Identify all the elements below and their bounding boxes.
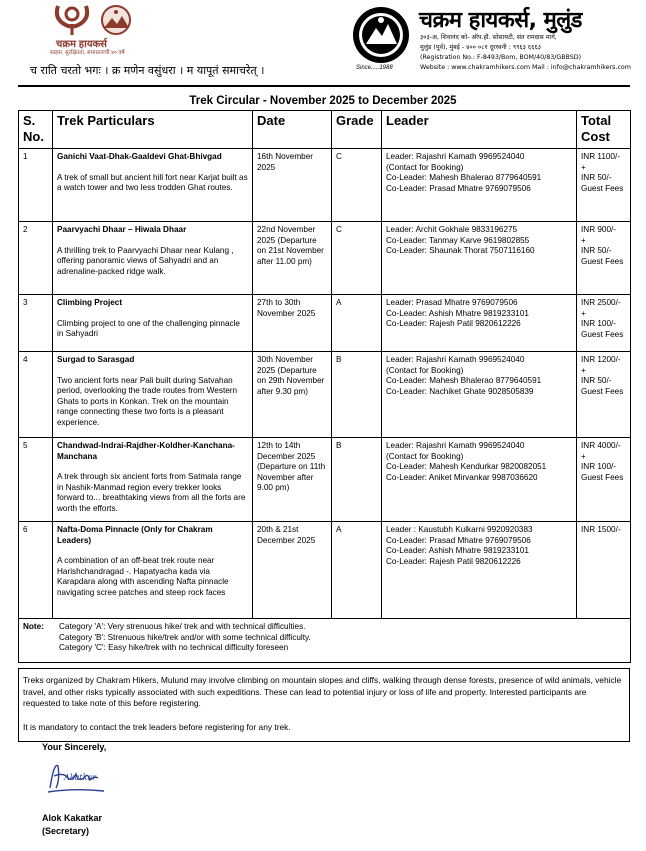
trek-leaders [382,438,577,522]
trek-particulars [53,149,253,222]
registration-line: (Registration No.: F-8493/Bom, BOM/40/83/GBBSD) [420,54,582,61]
cost-line: + [581,235,586,245]
contact-mandatory-note: It is mandatory to contact the trek leaders before registering for any trek. [23,721,291,732]
cost-line: INR 50/- [581,173,612,183]
trek-date: 12th to 14th December 2025 (Departure on 11th November after 9.00 pm) [253,438,332,522]
leader-line: (Contact for Booking) [386,451,464,461]
col-header-leader: Leader [382,111,577,149]
cost-line: INR 4000/- [581,441,621,450]
trek-particulars [53,522,253,619]
leader-line: Co-Leader: Nachiket Ghate 9028505839 [386,386,534,396]
letterhead [0,0,646,88]
trek-grade: A [332,522,382,619]
trek-leaders [382,149,577,222]
org-address [420,33,631,73]
header-divider [18,85,630,87]
leader-line: Leader: Rajashri Kamath 9969524040 [386,355,525,364]
trek-grade: B [332,352,382,438]
cost-line: INR 100/- [581,462,617,472]
trek-grade: C [332,222,382,295]
trek-name: Surgad to Sarasgad [57,355,135,364]
leader-line: Co-Leader: Prasad Mhatre 9769079506 [386,183,531,193]
cost-line: INR 50/- [581,376,612,386]
circular-title: Trek Circular - November 2025 to December 2025 [189,95,457,107]
note-label: Note: [23,622,44,631]
col-header-sno: S. No. [19,111,53,149]
table-row [19,295,631,352]
org-name: चक्रम हायकर्स, मुलुंड [419,8,582,33]
disclaimer-box [18,668,630,742]
serial-number: 1 [19,149,53,222]
trek-cost [577,438,631,522]
leader-line: Co-Leader: Shaunak Thorat 7507116160 [386,246,535,256]
trek-date: 22nd November 2025 (Departure on 21st November after 11.00 pm) [253,222,332,295]
cost-line: INR 1500/- [581,525,621,534]
table-header-row [19,111,631,149]
salutation: Your Sincerely, [42,742,107,752]
trek-date: 16th November 2025 [253,149,332,222]
category-a: Category 'A': Very strenuous hike/ trek and with technical difficulties. [59,622,306,631]
leader-line: Co-Leader: Prasad Mhatre 9769079506 [386,535,531,545]
address-line: मुलुंड (पूर्व), मुंबई - ४०० ०८१ दूरध्वनी : ९९६३ ६६६३ [420,44,542,51]
col-header-date: Date [253,111,332,149]
trek-particulars [53,352,253,438]
sanskrit-motto: च राति चरतो भगः । क्र मणेन वसुंधरा । म यापूतं समाचरेत् । [30,64,265,77]
signatory-name: Alok Kakatkar [42,813,103,823]
trek-description: A combination of an off-beat trek route near Harishchandragad -. Hapatyacha kada via Karapdara along with ascending Nafta pinnacle navigating scree patches and steep rock faces [57,556,229,597]
note-row [19,619,631,663]
cost-line: Guest Fees [581,472,624,482]
org-seal-icon [352,6,410,64]
trek-name: Climbing Project [57,298,123,307]
trek-name: Paarvyachi Dhaar – Hiwala Dhaar [57,225,187,234]
risk-disclaimer: Treks organized by Chakram Hikers, Mulund may involve climbing on mountain slopes and cliffs, walking through dense forests, presence of wild animals, vehicle travel, and other risks typically associated with such expeditions. These can lead to potential injury or loss of life and property. Interested participants are requested to take note of this before registering. [23,675,622,708]
brand-name-small: चक्रम हायकर्स [56,39,107,50]
trek-grade: C [332,149,382,222]
trek-date: 20th & 21st December 2025 [253,522,332,619]
cost-line: INR 2500/- [581,298,621,307]
serial-number: 6 [19,522,53,619]
leader-line: Co-Leader: Mahesh Kendurkar 9820082051 [386,462,547,472]
brand-tagline: साहस, सुरक्षितता, समाधानाची ४० वर्षे [50,50,125,56]
leader-line: Co-Leader: Mahesh Bhalerao 8779640591 [386,173,542,183]
cost-line: + [581,162,586,172]
table-row [19,522,631,619]
table-row [19,222,631,295]
leader-line: (Contact for Booking) [386,162,464,172]
trek-name: Ganichi Vaat-Dhak-Gaaldevi Ghat-Bhivgad [57,152,222,161]
since-year: Since.....1988 [356,65,393,71]
org-logo [50,2,160,58]
cost-line: INR 1200/- [581,355,621,364]
trek-date: 27th to 30th November 2025 [253,295,332,352]
leader-line: Co-Leader: Ashish Mhatre 9819233101 [386,546,529,556]
cost-line: Guest Fees [581,183,624,193]
trek-particulars [53,295,253,352]
signature-image [44,758,114,796]
col-header-particulars: Trek Particulars [53,111,253,149]
trek-name: Chandwad-Indrai-Rajdher-Koldher-Kanchana-Manchana [57,441,235,461]
cost-line: INR 900/- [581,225,617,234]
leader-line: Leader : Kaustubh Kulkarni 9920920383 [386,525,533,534]
col-header-cost: Total Cost [577,111,631,149]
cost-line: Guest Fees [581,329,624,339]
trek-description: A trek of small but ancient hill fort near Karjat built as a watch tower and two less trodden Ghat routes. [57,172,248,193]
trek-particulars [53,438,253,522]
trek-leaders [382,522,577,619]
leader-line: Co-Leader: Aniket Mirvankar 9987036620 [386,472,538,482]
table-row [19,352,631,438]
trek-particulars [53,222,253,295]
leader-line: Co-Leader: Ashish Mhatre 9819233101 [386,308,529,318]
cost-line: + [581,308,586,318]
trek-grade: B [332,438,382,522]
trek-grade: A [332,295,382,352]
category-b: Category 'B': Strenuous hike/trek and/or with some technical difficulty. [59,632,311,642]
serial-number: 3 [19,295,53,352]
cost-line: + [581,365,586,375]
trek-description: Climbing project to one of the challenging pinnacle in Sahyadri [57,318,240,339]
trek-cost [577,149,631,222]
contact-line: Website : www.chakramhikers.com Mail : info@chakramhikers.com [420,64,631,71]
leader-line: Leader: Prasad Mhatre 9769079506 [386,298,518,307]
trek-cost [577,352,631,438]
trek-description: A trek through six ancient forts from Satmala range in Nashik-Manmad region every trekker looks forward to... breathtaking views from all the forts are worth the efforts. [57,472,246,513]
trek-leaders [382,222,577,295]
trek-table [18,110,631,663]
serial-number: 4 [19,352,53,438]
leader-line: (Contact for Booking) [386,365,464,375]
signatory [42,812,102,838]
trek-leaders [382,352,577,438]
leader-line: Leader: Rajashri Kamath 9969524040 [386,441,525,450]
cost-line: INR 1100/- [581,152,620,161]
leader-line: Co-Leader: Rajesh Patil 9820612226 [386,319,521,329]
table-row [19,149,631,222]
cost-line: INR 50/- [581,246,612,256]
cost-line: INR 100/- [581,319,617,329]
trek-name: Nafta-Doma Pinnacle (Only for Chakram Leaders) [57,525,213,545]
category-c: Category 'C': Easy hike/trek with no technical difficulty foreseen [59,643,289,653]
serial-number: 5 [19,438,53,522]
leader-line: Co-Leader: Rajesh Patil 9820612226 [386,556,521,566]
trek-leaders [382,295,577,352]
trek-cost [577,222,631,295]
cost-line: + [581,451,586,461]
trek-date: 30th November 2025 (Departure on 29th November after 9.30 pm) [253,352,332,438]
cost-line: Guest Fees [581,256,624,266]
signatory-role: (Secretary) [42,826,90,836]
leader-line: Leader: Archit Gokhale 9833196275 [386,225,518,234]
trek-cost [577,522,631,619]
trek-cost [577,295,631,352]
address-line: ३०३-अ, शिवानंद को- ऑप.हौ. सोसायटी, संत रामदास मार्ग, [420,34,557,41]
cost-line: Guest Fees [581,386,624,396]
leader-line: Co-Leader: Mahesh Bhalerao 8779640591 [386,376,542,386]
signature-text: Akatkar [64,773,97,782]
hiker-emblem-icon [98,4,134,36]
trek-description: Two ancient forts near Pali built during Satvahan period, overlooking the trade routes from Western Ghats to ports in Konkan. Trek on the mountain range connecting these two forts is a pleasant experience. [57,375,238,427]
note-cell [19,619,631,663]
col-header-grade: Grade [332,111,382,149]
chakram-emblem-icon [52,2,92,36]
serial-number: 2 [19,222,53,295]
leader-line: Co-Leader: Tanmay Karve 9619802855 [386,235,530,245]
leader-line: Leader: Rajashri Kamath 9969524040 [386,152,525,161]
trek-description: A thrilling trek to Paarvyachi Dhaar near Kulang , offering panoramic views of Sahyadri and an adrenaline-packed ridge walk. [57,245,234,276]
table-row [19,438,631,522]
